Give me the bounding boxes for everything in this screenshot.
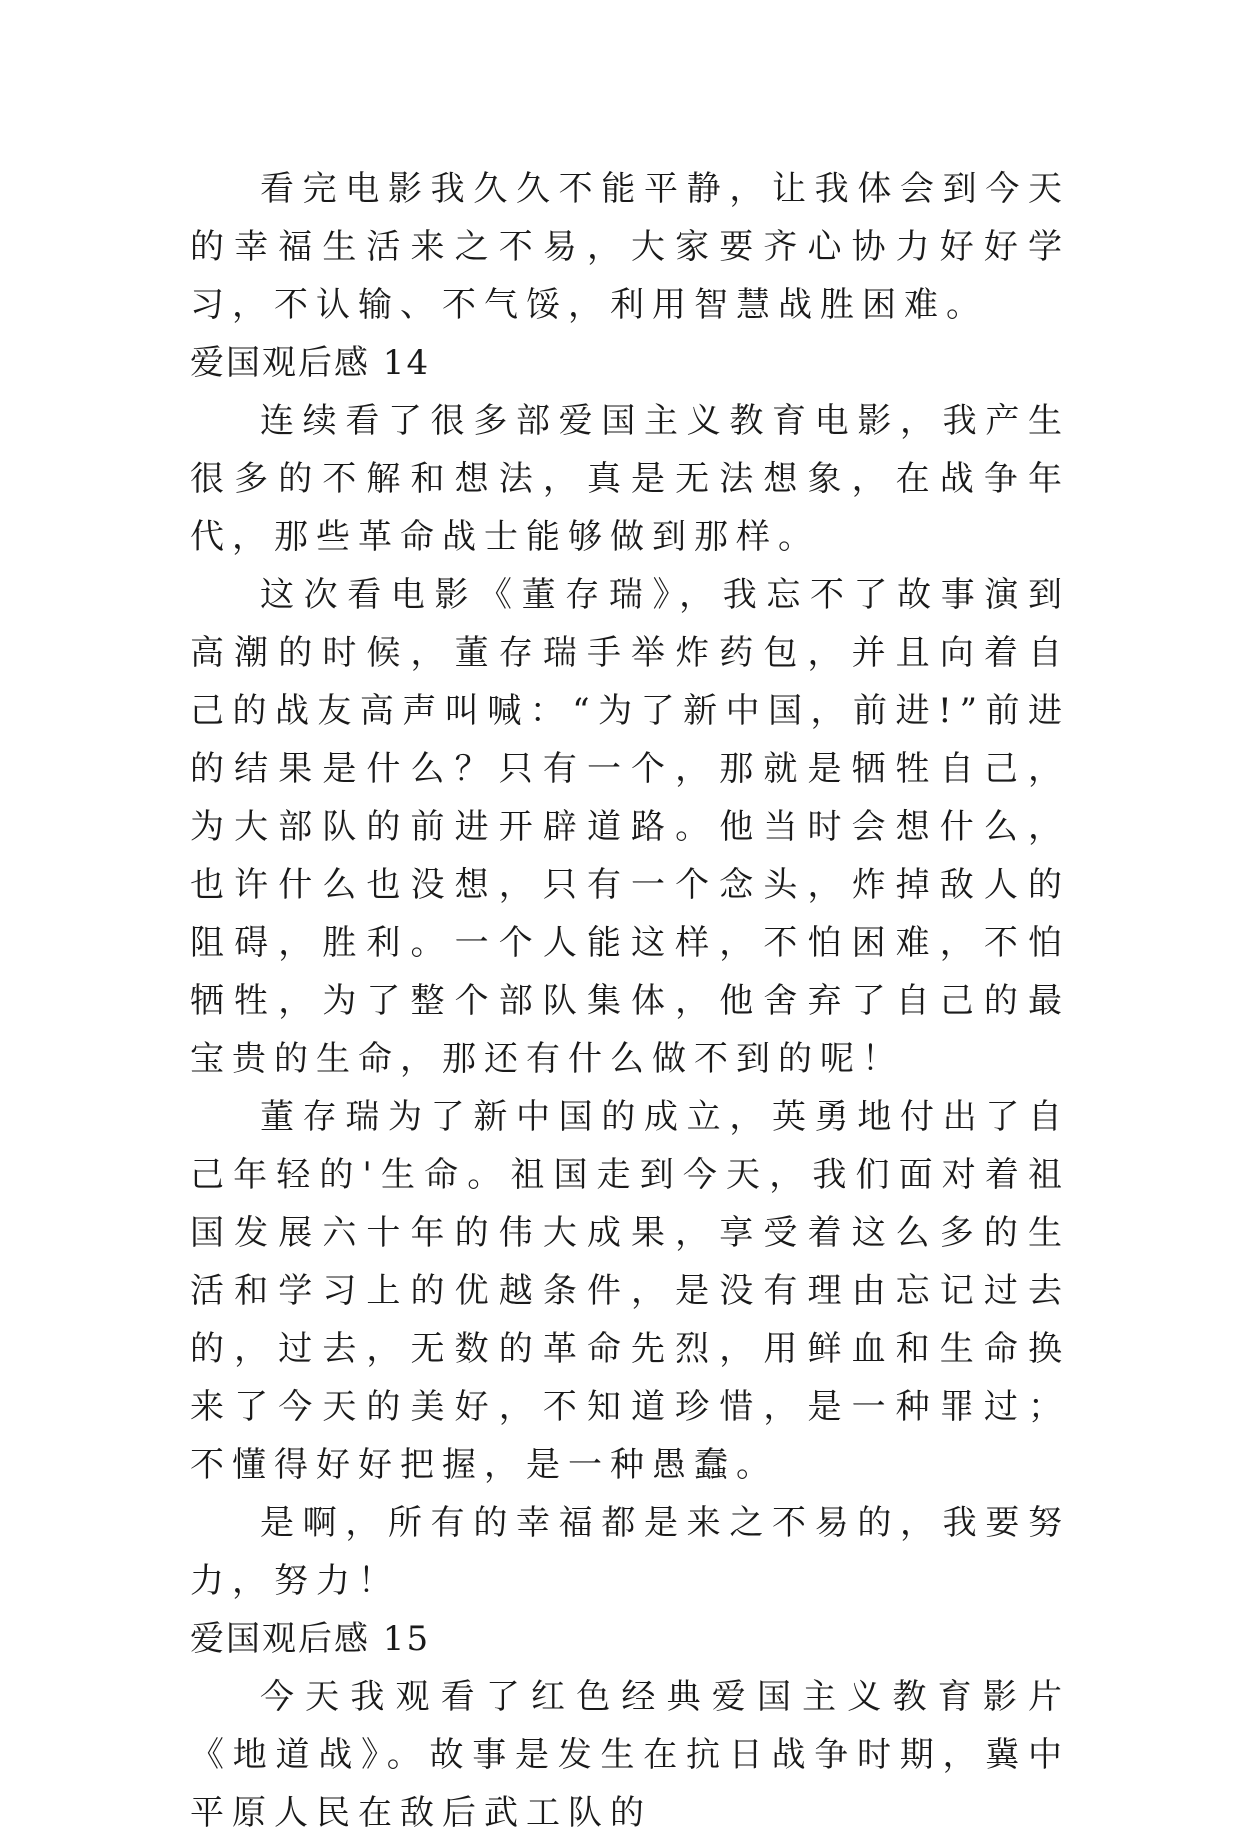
paragraph-many-films: 连续看了很多部爱国主义教育电影，我产生很多的不解和想法，真是无法想象，在战争年代，那些革命战士能够做到那样。 — [190, 401, 1070, 557]
section-title-14: 爱国观后感 14 — [190, 343, 431, 383]
paragraph-happy-life: 看完电影我久久不能平静，让我体会到今天的幸福生活来之不易，大家要齐心协力好好学习，不认输、不气馁，利用智慧战胜困难。 — [190, 169, 1070, 325]
paragraph-effort: 是啊，所有的幸福都是来之不易的，我要努力，努力！ — [190, 1503, 1070, 1601]
section-title-15: 爱国观后感 15 — [190, 1619, 431, 1659]
paragraph-tunnel-war: 今天我观看了红色经典爱国主义教育影片《地道战》。故事是发生在抗日战争时期，冀中平原人民在敌后武工队的 — [190, 1677, 1070, 1833]
paragraph-new-china: 董存瑞为了新中国的成立，英勇地付出了自己年轻的'生命。祖国走到今天，我们面对着祖国发展六十年的伟大成果，享受着这么多的生活和学习上的优越条件，是没有理由忘记过去的，过去，无数的革命先烈，用鲜血和生命换来了今天的美好，不知道珍惜，是一种罪过；不懂得好好把握，是一种愚蠢。 — [190, 1097, 1070, 1485]
paragraph-dong-cunrui-film: 这次看电影《董存瑞》，我忘不了故事演到高潮的时候，董存瑞手举炸药包，并且向着自己的战友高声叫喊：“为了新中国，前进!”前进的结果是什么？只有一个，那就是牺牲自己，为大部队的前进开辟道路。他当时会想什么，也许什么也没想，只有一个念头，炸掉敌人的阻碍，胜利。一个人能这样，不怕困难，不怕牺牲，为了整个部队集体，他舍弃了自己的最宝贵的生命，那还有什么做不到的呢！ — [190, 575, 1070, 1079]
document-body — [190, 160, 1070, 1842]
